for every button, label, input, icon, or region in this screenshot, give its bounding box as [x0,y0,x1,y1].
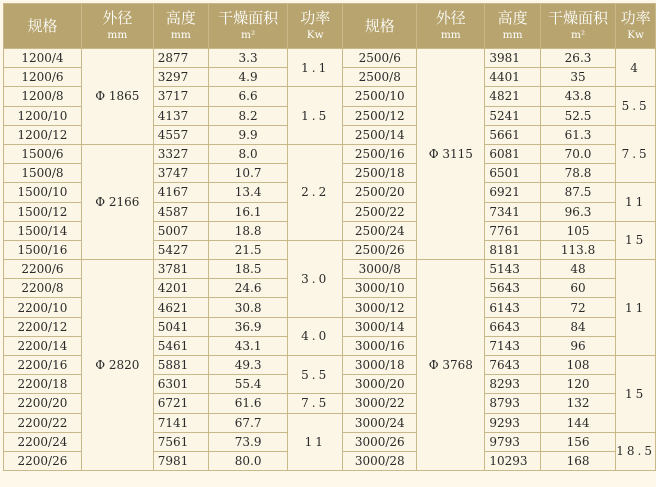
spec-cell: 1200/12 [4,125,82,144]
spec-cell-right: 2500/18 [343,164,417,183]
spec-cell: 1500/8 [4,164,82,183]
area-cell: 13.4 [208,183,287,202]
area-cell-right: 168 [540,451,615,470]
spec-cell-right: 2500/16 [343,144,417,163]
height-cell-right: 8181 [485,240,540,259]
area-cell-right: 43.8 [540,87,615,106]
area-cell: 55.4 [208,375,287,394]
power-cell: 1.1 [288,49,343,87]
table-row [4,49,656,68]
area-cell: 6.6 [208,87,287,106]
power-cell-right: 15 [616,356,656,433]
power-cell: 2.2 [288,144,343,240]
spec-cell-right: 3000/22 [343,394,417,413]
height-cell: 4557 [153,125,208,144]
height-cell-right: 5143 [485,260,540,279]
header-diameter-right: 外径 mm [417,4,485,49]
height-cell: 7141 [153,413,208,432]
height-cell: 4201 [153,279,208,298]
area-cell-right: 113.8 [540,240,615,259]
height-cell: 4587 [153,202,208,221]
header-spec-right: 规格 [343,4,417,49]
height-cell-right: 6643 [485,317,540,336]
height-cell-right: 6921 [485,183,540,202]
header-area-right: 干燥面积 m² [540,4,615,49]
power-cell: 11 [288,413,343,471]
diameter-cell-right: Φ 3768 [417,260,485,471]
spec-cell: 1500/14 [4,221,82,240]
area-cell-right: 48 [540,260,615,279]
spec-cell-right: 3000/28 [343,451,417,470]
height-cell: 4621 [153,298,208,317]
spec-cell: 1200/6 [4,68,82,87]
area-cell-right: 35 [540,68,615,87]
height-cell-right: 6501 [485,164,540,183]
spec-cell: 2200/26 [4,451,82,470]
area-cell-right: 120 [540,375,615,394]
height-cell-right: 4821 [485,87,540,106]
dryer-spec-table [3,3,656,471]
spec-cell-right: 2500/14 [343,125,417,144]
spec-cell: 2200/12 [4,317,82,336]
height-cell: 6301 [153,375,208,394]
area-cell: 9.9 [208,125,287,144]
area-cell: 3.3 [208,49,287,68]
spec-cell-right: 3000/18 [343,356,417,375]
height-cell-right: 7761 [485,221,540,240]
height-cell-right: 9793 [485,432,540,451]
height-cell-right: 10293 [485,451,540,470]
area-cell-right: 26.3 [540,49,615,68]
spec-cell: 2200/14 [4,336,82,355]
height-cell: 3781 [153,260,208,279]
spec-cell: 1500/6 [4,144,82,163]
area-cell-right: 72 [540,298,615,317]
area-cell: 80.0 [208,451,287,470]
header-power-right: 功率 Kw [616,4,656,49]
height-cell-right: 7143 [485,336,540,355]
area-cell: 21.5 [208,240,287,259]
area-cell-right: 105 [540,221,615,240]
height-cell-right: 7341 [485,202,540,221]
height-cell: 3297 [153,68,208,87]
power-cell-right: 11 [616,260,656,356]
height-cell-right: 6081 [485,144,540,163]
area-cell: 24.6 [208,279,287,298]
area-cell-right: 52.5 [540,106,615,125]
spec-cell: 2200/24 [4,432,82,451]
spec-cell: 2200/18 [4,375,82,394]
height-cell-right: 5241 [485,106,540,125]
spec-cell: 2200/6 [4,260,82,279]
height-cell-right: 8793 [485,394,540,413]
height-cell: 5881 [153,356,208,375]
spec-cell: 1200/10 [4,106,82,125]
diameter-cell: Φ 1865 [81,49,153,145]
area-cell-right: 108 [540,356,615,375]
spec-cell-right: 2500/8 [343,68,417,87]
height-cell: 7561 [153,432,208,451]
spec-cell-right: 2500/20 [343,183,417,202]
spec-cell-right: 2500/10 [343,87,417,106]
height-cell: 5461 [153,336,208,355]
spec-cell-right: 2500/6 [343,49,417,68]
height-cell: 5427 [153,240,208,259]
height-cell-right: 5643 [485,279,540,298]
area-cell: 8.0 [208,144,287,163]
header-spec: 规格 [4,4,82,49]
height-cell: 3747 [153,164,208,183]
area-cell: 43.1 [208,336,287,355]
spec-cell-right: 3000/10 [343,279,417,298]
height-cell: 5041 [153,317,208,336]
spec-cell: 2200/16 [4,356,82,375]
height-cell: 7981 [153,451,208,470]
height-cell-right: 8293 [485,375,540,394]
area-cell: 10.7 [208,164,287,183]
spec-cell: 1500/12 [4,202,82,221]
area-cell-right: 96 [540,336,615,355]
diameter-cell-right: Φ 3115 [417,49,485,260]
area-cell-right: 61.3 [540,125,615,144]
area-cell: 18.8 [208,221,287,240]
area-cell-right: 70.0 [540,144,615,163]
area-cell-right: 87.5 [540,183,615,202]
height-cell-right: 9293 [485,413,540,432]
spec-cell-right: 3000/26 [343,432,417,451]
spec-cell-right: 3000/8 [343,260,417,279]
height-cell: 6721 [153,394,208,413]
power-cell-right: 11 [616,183,656,221]
power-cell: 1.5 [288,87,343,145]
height-cell-right: 5661 [485,125,540,144]
header-power: 功率 Kw [288,4,343,49]
area-cell: 18.5 [208,260,287,279]
spec-cell-right: 3000/20 [343,375,417,394]
power-cell: 5.5 [288,356,343,394]
spec-cell-right: 3000/24 [343,413,417,432]
spec-cell: 1200/4 [4,49,82,68]
power-cell-right: 18.5 [616,432,656,470]
table-body [4,49,656,471]
height-cell: 2877 [153,49,208,68]
spec-cell-right: 2500/12 [343,106,417,125]
area-cell: 73.9 [208,432,287,451]
area-cell-right: 60 [540,279,615,298]
height-cell: 3327 [153,144,208,163]
power-cell: 3.0 [288,240,343,317]
spec-cell: 1200/8 [4,87,82,106]
area-cell-right: 132 [540,394,615,413]
diameter-cell: Φ 2166 [81,144,153,259]
spec-cell: 1500/10 [4,183,82,202]
height-cell-right: 4401 [485,68,540,87]
area-cell: 8.2 [208,106,287,125]
spec-cell: 2200/8 [4,279,82,298]
height-cell-right: 7643 [485,356,540,375]
area-cell: 4.9 [208,68,287,87]
area-cell-right: 84 [540,317,615,336]
power-cell: 4.0 [288,317,343,355]
spec-cell: 1500/16 [4,240,82,259]
spec-cell-right: 3000/12 [343,298,417,317]
height-cell: 5007 [153,221,208,240]
height-cell: 4137 [153,106,208,125]
area-cell: 49.3 [208,356,287,375]
height-cell: 4167 [153,183,208,202]
spec-cell: 2200/20 [4,394,82,413]
spec-cell: 2200/10 [4,298,82,317]
height-cell-right: 6143 [485,298,540,317]
area-cell: 36.9 [208,317,287,336]
power-cell: 7.5 [288,394,343,413]
area-cell: 16.1 [208,202,287,221]
table-row [4,144,656,163]
power-cell-right: 5.5 [616,87,656,125]
spec-cell-right: 2500/24 [343,221,417,240]
power-cell-right: 7.5 [616,125,656,183]
spec-cell: 2200/22 [4,413,82,432]
area-cell: 30.8 [208,298,287,317]
area-cell-right: 156 [540,432,615,451]
spec-cell-right: 3000/16 [343,336,417,355]
area-cell-right: 78.8 [540,164,615,183]
spec-cell-right: 2500/22 [343,202,417,221]
area-cell-right: 144 [540,413,615,432]
header-diameter: 外径 mm [81,4,153,49]
spec-table-container [3,3,656,471]
area-cell-right: 96.3 [540,202,615,221]
table-header-row [4,4,656,49]
header-height: 高度 mm [153,4,208,49]
height-cell: 3717 [153,87,208,106]
area-cell: 61.6 [208,394,287,413]
power-cell-right: 15 [616,221,656,259]
diameter-cell: Φ 2820 [81,260,153,471]
area-cell: 67.7 [208,413,287,432]
power-cell-right: 4 [616,49,656,87]
height-cell-right: 3981 [485,49,540,68]
spec-cell-right: 3000/14 [343,317,417,336]
header-height-right: 高度 mm [485,4,540,49]
spec-cell-right: 2500/26 [343,240,417,259]
header-area: 干燥面积 m² [208,4,287,49]
